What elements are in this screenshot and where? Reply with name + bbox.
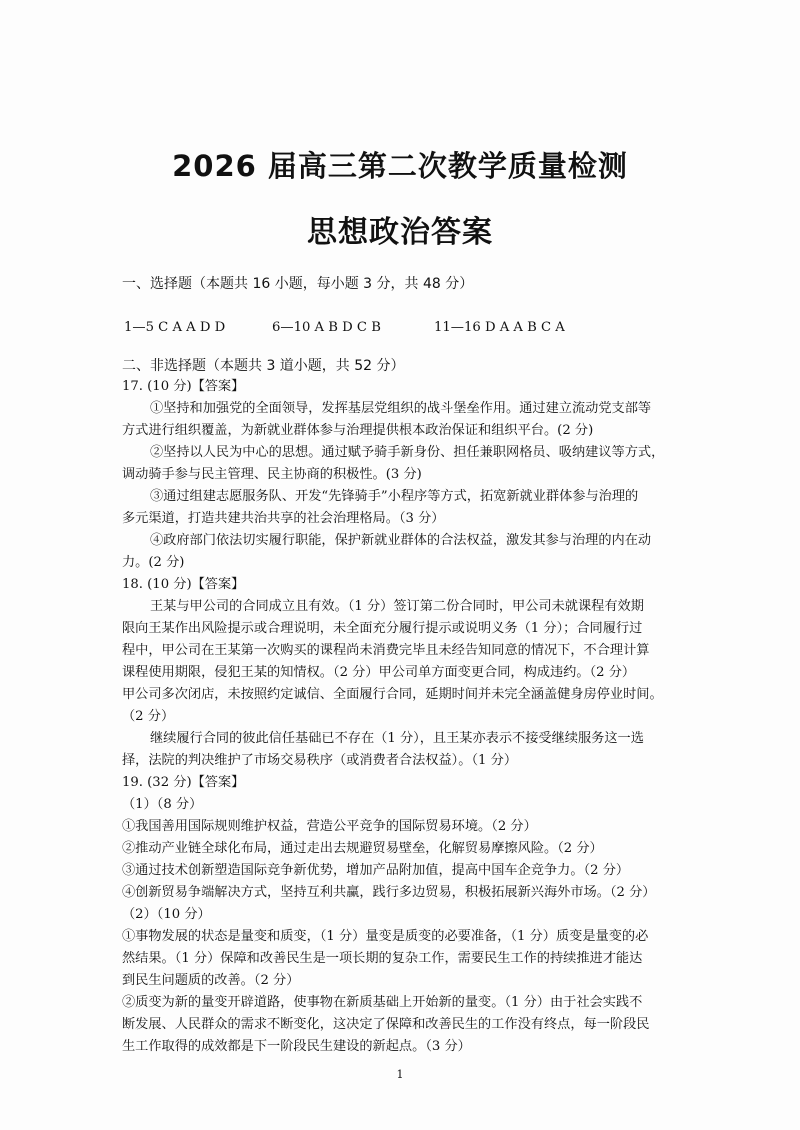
q19-part1-line: ②推动产业链全球化布局，通过走出去规避贸易壁垒，化解贸易摩擦风险。（2 分） xyxy=(122,841,603,856)
q18-line: 限向王某作出风险提示或合理说明，未全面充分履行提示或说明义务（1 分）；合同履行过 xyxy=(122,621,643,636)
q19-part1-line: ①我国善用国际规则维护权益，营造公平竞争的国际贸易环境。（2 分） xyxy=(122,819,537,834)
section1-heading: 一、选择题（本题共 16 小题，每小题 3 分，共 48 分） xyxy=(122,276,474,292)
q19-part2-line: 生工作取得的成效都是下一阶段民生建设的新起点。（3 分） xyxy=(122,1039,471,1054)
q18-label: 18. (10 分)【答案】 xyxy=(122,577,245,592)
section2-heading: 二、非选择题（本题共 3 道小题，共 52 分） xyxy=(122,358,405,374)
q18-line: （2 分） xyxy=(122,709,175,724)
q17-line: 调动骑手参与民主管理、民主协商的积极性。(3 分) xyxy=(122,467,422,482)
document-subtitle: 思想政治答案 xyxy=(307,215,493,250)
q18-line: 王某与甲公司的合同成立且有效。（1 分）签订第二份合同时，甲公司未就课程有效期 xyxy=(150,599,644,614)
q19-part2-line: 然结果。（1 分）保障和改善民生是一项长期的复杂工作，需要民生工作的持续推进才能达 xyxy=(122,951,643,966)
q17-line: ②坚持以人民为中心的思想。通过赋予骑手新身份、担任兼职网格员、吸纳建议等方式， xyxy=(150,445,665,460)
q17-line: ④政府部门依法切实履行职能，保护新就业群体的合法权益，激发其参与治理的内在动 xyxy=(150,533,652,548)
q18-line: 甲公司多次闭店，未按照约定诚信、全面履行合同，延期时间并未完全涵盖健身房停业时间。 xyxy=(122,687,663,702)
q19-part2-line: ①事物发展的状态是量变和质变，（1 分）量变是质变的必要准备，（1 分）质变是量变的必 xyxy=(122,929,649,944)
q19-label: 19. (32 分)【答案】 xyxy=(122,775,245,790)
q19-part1-label: （1）（8 分） xyxy=(122,797,203,812)
answers-11-16: 11—16 D A A B C A xyxy=(434,320,565,335)
q19-part1-line: ③通过技术创新塑造国际竞争新优势，增加产品附加值，提高中国车企竞争力。（2 分） xyxy=(122,863,630,878)
q19-part2-line: 到民生问题质的改善。（2 分） xyxy=(122,973,300,988)
q18-line: 继续履行合同的彼此信任基础已不存在（1 分），且王某亦表示不接受继续服务这一选 xyxy=(150,731,644,746)
q19-part2-label: （2）（10 分） xyxy=(122,907,211,922)
q18-line: 择，法院的判决维护了市场交易秩序（或消费者合法权益）。（1 分） xyxy=(122,753,518,768)
document-title: 2026 届高三第二次教学质量检测 xyxy=(172,149,628,183)
q17-line: ③通过组建志愿服务队、开发“先锋骑手”小程序等方式，拓宽新就业群体参与治理的 xyxy=(150,489,639,504)
answers-6-10: 6—10 A B D C B xyxy=(272,320,381,335)
choice-answers xyxy=(124,318,565,338)
q18-line: 课程使用期限，侵犯王某的知情权。（2 分）甲公司单方面变更合同，构成违约。（2 分） xyxy=(122,665,636,680)
q17-line: 力。(2 分) xyxy=(122,555,185,570)
page-number: 1 xyxy=(396,1068,404,1081)
q19-part1-line: ④创新贸易争端解决方式，坚持互利共赢，践行多边贸易，积极拓展新兴海外市场。（2 分） xyxy=(122,885,656,900)
q17-line: 方式进行组织覆盖，为新就业群体参与治理提供根本政治保证和组织平台。(2 分) xyxy=(122,423,594,438)
q17-line: ①坚持和加强党的全面领导，发挥基层党组织的战斗堡垒作用。通过建立流动党支部等 xyxy=(150,401,652,416)
q17-line: 多元渠道，打造共建共治共享的社会治理格局。（3 分） xyxy=(122,511,445,526)
q19-part2-line: ②质变为新的量变开辟道路，使事物在新质基础上开始新的量变。（1 分）由于社会实践不 xyxy=(122,995,643,1010)
q17-label: 17. (10 分)【答案】 xyxy=(122,379,245,394)
answers-1-5: 1—5 C A A D D xyxy=(124,320,226,335)
q19-part2-line: 断发展、人民群众的需求不断变化，这决定了保障和改善民生的工作没有终点，每一阶段民 xyxy=(122,1017,650,1032)
q18-line: 程中，甲公司在王某第一次购买的课程尚未消费完毕且未经告知同意的情况下，不合理计算 xyxy=(122,643,650,658)
